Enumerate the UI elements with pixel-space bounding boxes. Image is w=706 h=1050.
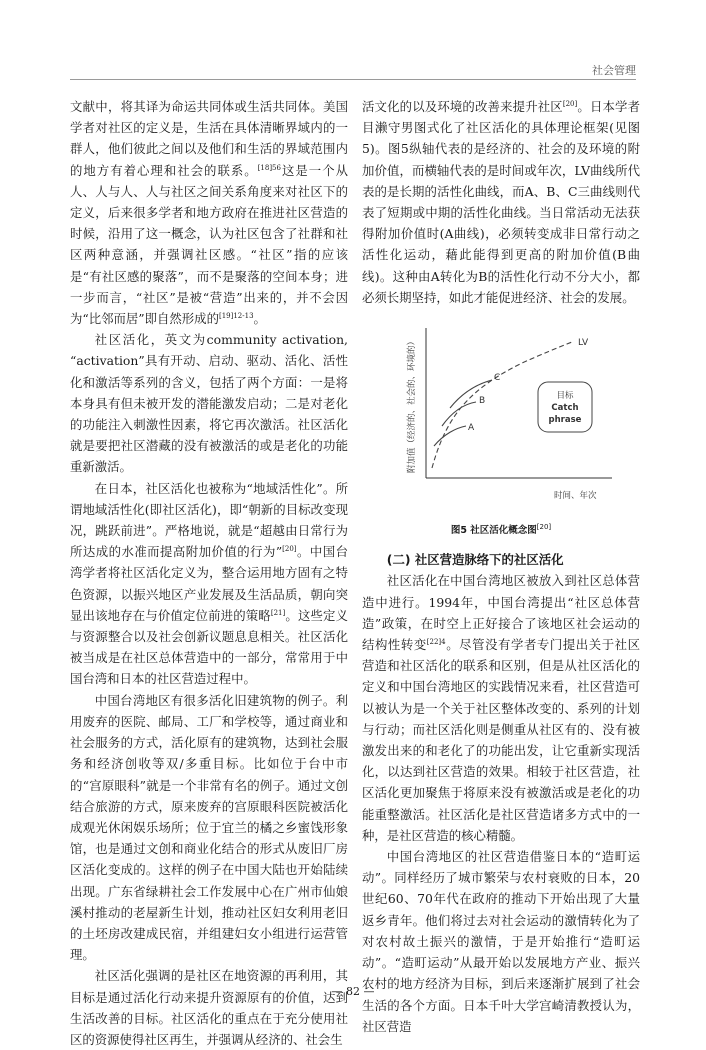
- curve-label-a: A: [468, 423, 475, 434]
- curve-label-lv: LV: [578, 338, 589, 349]
- box-label-1: 目标: [556, 391, 574, 402]
- curve-label-b: B: [479, 396, 486, 407]
- paragraph-4: 中国台湾地区有很多活化旧建筑物的例子。利用废弃的医院、邮局、工厂和学校等，通过商业和社会服务的方式，活化原有的建筑物，达到社会服务和经济创收等双/多重目标。比如位于台中市的“宫原眼科”就是一个非常有名的例子。通过文创结合旅游的方式，原来废弃的宫原眼科医院被活化成观光休闲娱乐场所；位于宜兰的橘之乡蜜饯形象馆，也是通过文创和商业化结合的形式从废旧厂房区活化变成的。这样的例子在中国大陆也开始陆续出现。广东省绿耕社会工作发展中心在广州市仙娘溪村推动的老屋新生计划，推动社区妇女利用老旧的土坯房改建成民宿，并组建妇女小组进行运营管理。: [70, 692, 348, 963]
- paragraph-1: 文献中，将其译为命运共同体或生活共同体。美国学者对社区的定义是，生活在具体清晰界域内的一群人，他们彼此之间以及他们和生活的界域范围内的地方有着心理和社会的联系。$^{[18]56}$这是一个从人、人与人、人与社区之间关系角度来对社区下的定义，后来很多学者和地方政府在推进社区营造的时候，沿用了这一概念，认为社区包含了社群和社区两种意涵，并强调社区感。“社区”指的应该是“有社区感的聚落”，而不是聚落的空间本身；进一步而言，“社区”是被“营造”出来的，并不会因为“比邻而居”即自然形成的$^{[19]12-13}$。: [70, 99, 348, 327]
- figure-5: [362, 318, 640, 518]
- box-label-3: phrase: [548, 415, 582, 426]
- box-label-2: Catch: [551, 403, 579, 414]
- section-heading: (二) 社区营造脉络下的社区活化: [386, 552, 564, 568]
- header-rule: [70, 79, 636, 80]
- paragraph-2: 社区活化，英文为community activation, “activation”具有开动、启动、驱动、活化、活性化和激活等系列的含义，包括了两个方面：一是将本身具有但未被开发的潜能激发启动；二是对老化的功能注入刺激性因素，将它再次激活。社区活化就是要把社区潜藏的没有被激活的或是老化的功能重新激活。: [70, 332, 348, 475]
- paragraph-5: 社区活化强调的是社区在地资源的再利用，其目标是通过活化行动来提升资源原有的价值，达到生活改善的目标。社区活化的重点在于充分使用社区的资源使得社区再生，并强调从经济的、社会生: [70, 968, 348, 1047]
- curve-a: [434, 426, 466, 446]
- right-column: [362, 96, 640, 1037]
- paragraph-3: 在日本，社区活化也被称为“地域活性化”。所谓地域活性化(即社区活化)，即“朝新的目标改变现况，跳跃前进”。严格地说，就是“超越由日常行为所达成的水准而提高附加价值的行为”[20]。中国台湾学者将社区活化定义为，整合运用地方固有之特色资源，以振兴地区产业发展及生活品质，朝向突显出该地存在与价值定位前进的策略[21]。这些定义与资源整合以及社会创新议题息息相关。社区活化被当成是在社区总体营造中的一部分，常常用于中国台湾和日本的社区营造过程中。: [70, 480, 349, 687]
- x-axis-label: 时间、年次: [554, 491, 597, 502]
- paragraph-7: 社区活化在中国台湾地区被放入到社区总体营造中进行。1994年，中国台湾提出“社区总体营造”政策，在时空上正好接合了该地区社会运动的结构性转变$^{[22]4}$。尽管没有学者专门提出关于社区营造和社区活化的联系和区别，但是从社区活化的定义和中国台湾地区的实践情况来看，社区营造可以被认为是一个关于社区整体改变的、系列的计划与行动；而社区活化则是侧重从社区有的、没有被激发出来的和老化了的功能出发，让它重新实现活化，以达到社区营造的效果。相较于社区营造，社区活化更加聚焦于将原来没有被激活或是老化的功能重整激活。社区活化是社区营造诸多方式中的一种，是社区营造的核心精髓。: [362, 573, 641, 843]
- page-number: — 82 —: [331, 985, 375, 998]
- running-header: 社会管理: [592, 64, 636, 77]
- y-axis-label: 附加值（经济的、社会的、环境的）: [407, 337, 417, 474]
- paragraph-8: 中国台湾地区的社区营造借鉴日本的“造町运动”。同样经历了城市繁荣与农村衰败的日本，20世纪60、70年代在政府的推动下开始出现了大量返乡青年。他们将过去对社会运动的激情转化为了对农村故土振兴的激情，于是开始推行“造町运动”。“造町运动”从最开始以发展地方产业、振兴农村的地方经济为目标，到后来逐渐扩展到了社会生活的各个方面。日本千叶大学宫崎清教授认为，社区营造: [362, 849, 640, 1034]
- figure-caption: 图5 社区活化概念图[20]: [450, 522, 552, 537]
- paragraph-6: 活文化的以及环境的改善来提升社区[20]。日本学者目濑守男图式化了社区活化的具体理论框架(见图5)。图5纵轴代表的是经济的、社会的及环境的附加价值，而横轴代表的是时间或年次，LV曲线所代表的是长期的活性化曲线，而A、B、C三曲线则代表了短期或中期的活性化曲线。当日常活动无法获得附加价值时(A曲线)，必须转变成非日常行动之活性化运动，藉此能得到更高的附加价值(B曲线)。这种由A转化为B的活性化行动不分大小，都必须长期坚持，如此才能促进经济、社会的发展。: [362, 99, 641, 305]
- curve-c: [450, 380, 492, 408]
- left-column: [70, 96, 348, 1050]
- curve-label-c: C: [494, 373, 501, 384]
